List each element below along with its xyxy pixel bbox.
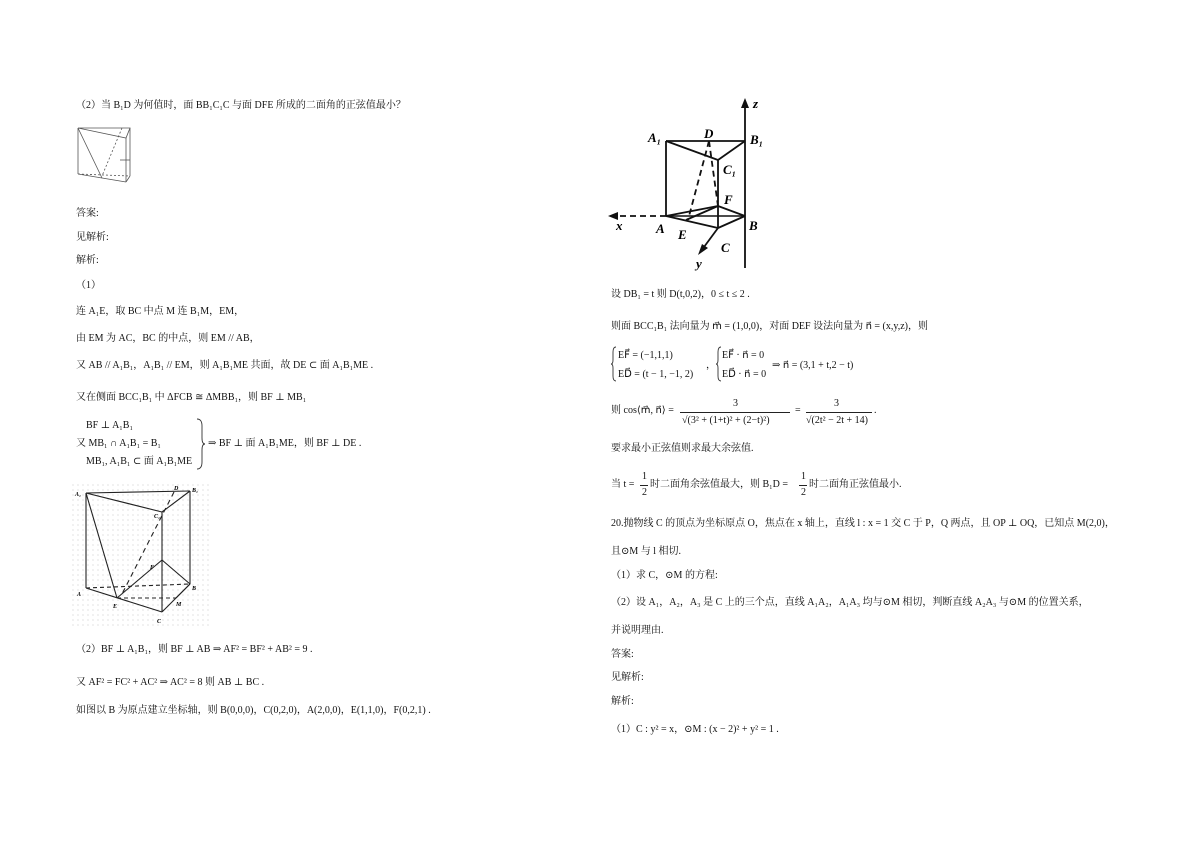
- fig-label-x: x: [616, 218, 623, 233]
- fig2-label-B: B: [192, 586, 197, 592]
- cos-den-1: √(3² + (1+t)² + (2−t)²): [682, 415, 770, 426]
- cos-lhs: 则 cos⟨m⃗, n⃗⟩ =: [611, 405, 674, 416]
- fig-label-A1: A₁: [648, 130, 662, 145]
- fig2-label-M: M: [176, 602, 182, 608]
- prism-figure-dotted: [72, 484, 212, 626]
- half-den-2: 2: [801, 487, 806, 498]
- fig2-label-D: D: [174, 486, 179, 492]
- q2-title: （2）当 B₁D 为何值时，面 BB₁C₁C 与面 DFE 所成的二面角的正弦值最小？: [76, 100, 406, 111]
- sol-line-5: 要求最小正弦值则求最大余弦值.: [611, 443, 754, 454]
- period: .: [874, 405, 877, 416]
- system-line-3: MB₁, A₁B₁ ⊂ 面 A₁B₁ME: [86, 456, 193, 467]
- proof-line-3: 又 AB // A₁B₁，A₁B₁ // EM，则 A₁B₁ME 共面，故 DE ⊂ 面 A₁B₁ME .: [76, 360, 374, 371]
- sol-line-6c: 时二面角正弦值最小.: [809, 479, 902, 490]
- fig2-label-C1: C₁: [154, 514, 161, 520]
- proof-line-4: 又在侧面 BCC₁B₁ 中 ΔFCB ≅ ΔMBB₁，则 BF ⊥ MB₁: [76, 392, 307, 403]
- fig-label-B: B: [749, 218, 758, 233]
- analysis-label: 解析:: [76, 255, 99, 266]
- fig2-label-A1: A₁: [75, 492, 82, 498]
- fig-label-E: E: [678, 227, 687, 242]
- proof-line-2: 由 EM 为 AC，BC 的中点，则 EM // AB，: [76, 333, 260, 344]
- answer-label: 答案:: [76, 208, 99, 219]
- q20-part1: （1）求 C，⊙M 的方程:: [611, 570, 718, 581]
- q20-part2: （2）设 A₁，A₂，A₃ 是 C 上的三个点，直线 A₁A₂，A₁A₃ 均与⊙M 相切，判断直线 A₂A₃ 与⊙M 的位置关系，: [611, 597, 1089, 608]
- cos-num-1: 3: [733, 398, 738, 409]
- fig2-label-F: F: [150, 565, 155, 571]
- comma-sep: ，: [706, 360, 716, 371]
- sol-line-6b: 时二面角余弦值最大，则 B₁D =: [650, 479, 789, 490]
- dot-ef-n: EF⃗ · n⃗ = 0: [722, 350, 765, 361]
- q20-answer-value: 见解析:: [611, 672, 644, 683]
- proof-line-6: 又 AF² = FC² + AC² ⇒ AC² = 8 则 AB ⊥ BC .: [76, 677, 265, 688]
- fig-label-y: y: [696, 256, 702, 271]
- fig2-label-A: A: [77, 592, 82, 598]
- system-brace: [196, 418, 206, 470]
- fig2-label-E: E: [113, 604, 118, 610]
- fig-label-C: C: [721, 240, 730, 255]
- part1-label: （1）: [76, 280, 101, 291]
- q20-part2-cont: 并说明理由.: [611, 625, 664, 636]
- sol-line-6a: 当 t =: [611, 479, 635, 490]
- q20-answer-label: 答案:: [611, 649, 634, 660]
- fig-label-B1: B₁: [750, 132, 764, 147]
- normal-vector-result: ⇒ n⃗ = (3,1 + t,2 − t): [772, 360, 854, 371]
- fig-label-F: F: [724, 192, 733, 207]
- q20-line-1: 20.抛物线 C 的顶点为坐标原点 O，焦点在 x 轴上，直线 l : x = 1 交 C 于 P，Q 两点，且 OP ⊥ OQ，已知点 M(2,0)，: [611, 518, 1115, 529]
- small-prism-figure: [74, 124, 134, 186]
- sol-line-2: 则面 BCC₁B₁ 法向量为 m⃗ = (1,0,0)，对面 DEF 设法向量为 n⃗ = (x,y,z)，则: [611, 321, 929, 332]
- vector-ef: EF⃗ = (−1,1,1): [618, 350, 673, 361]
- proof-line-1: 连 A₁E，取 BC 中点 M 连 B₁M，EM，: [76, 306, 245, 317]
- equals: =: [795, 405, 801, 416]
- system-line-1: BF ⊥ A₁B₁: [86, 420, 133, 431]
- fig-label-A: A: [656, 221, 665, 236]
- fig-label-C1: C₁: [723, 162, 737, 177]
- cos-num-2: 3: [834, 398, 839, 409]
- proof-line-5: （2）BF ⊥ A₁B₁，则 BF ⊥ AB ⇒ AF² = BF² + AB² = 9 .: [76, 644, 313, 655]
- q20-line-2: 且⊙M 与 l 相切.: [611, 546, 682, 557]
- q20-analysis-label: 解析:: [611, 696, 634, 707]
- half-den-1: 2: [642, 487, 647, 498]
- sol-line-1: 设 DB₁ = t 则 D(t,0,2)，0 ≤ t ≤ 2 .: [611, 289, 750, 300]
- system-line-2: 又 MB₁ ∩ A₁B₁ = B₁: [76, 438, 161, 449]
- proof-line-7: 如图以 B 为原点建立坐标轴，则 B(0,0,0)，C(0,2,0)，A(2,0,0)，E(1,1,0)，F(0,2,1) .: [76, 705, 431, 716]
- q20-solution-1: （1）C : y² = x，⊙M : (x − 2)² + y² = 1 .: [611, 724, 779, 735]
- dot-ed-n: ED⃗ · n⃗ = 0: [722, 369, 767, 380]
- cos-fraction-bar-2: [806, 412, 872, 413]
- fig-label-D: D: [704, 126, 714, 141]
- half-num-1: 1: [642, 471, 647, 482]
- cos-fraction-bar-1: [680, 412, 790, 413]
- answer-value: 见解析:: [76, 232, 109, 243]
- cos-den-2: √(2t² − 2t + 14): [806, 415, 868, 426]
- fig2-label-B1: B₁: [192, 488, 199, 494]
- fig-label-z: z: [753, 96, 759, 111]
- system-result: ⇒ BF ⊥ 面 A₁B₁ME，则 BF ⊥ DE .: [208, 438, 362, 449]
- fig2-label-C: C: [157, 619, 162, 625]
- half-num-2: 1: [801, 471, 806, 482]
- vector-ed: ED⃗ = (t − 1, −1, 2): [618, 369, 694, 380]
- coordinate-prism-figure: [606, 96, 786, 274]
- vector-brace-1: [611, 346, 617, 382]
